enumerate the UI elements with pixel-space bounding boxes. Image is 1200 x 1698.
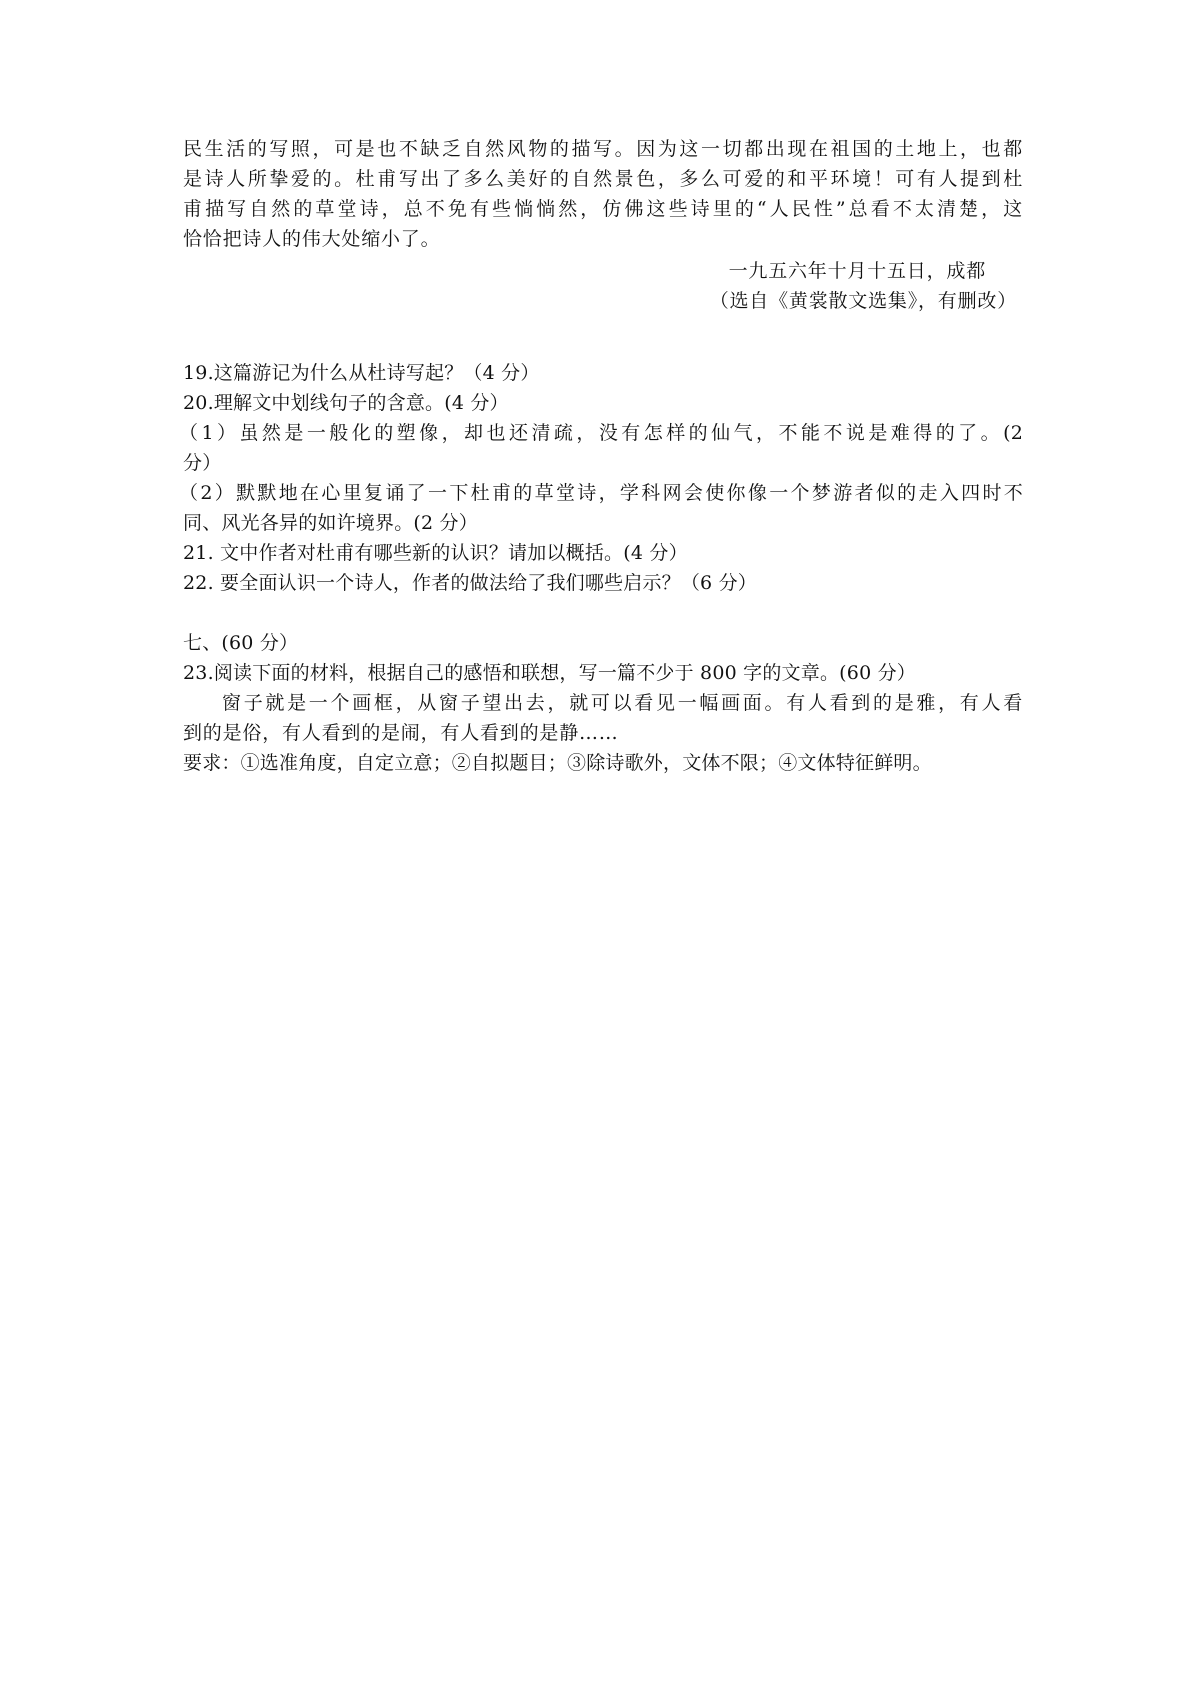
question-22: 22. 要全面认识一个诗人，作者的做法给了我们哪些启示？（6 分） [183,572,757,594]
question-23: 23.阅读下面的材料，根据自己的感悟和联想，写一篇不少于 800 字的文章。(60 分） [183,662,916,684]
question-20: 20.理解文中划线句子的含意。(4 分） [183,392,509,414]
passage-line-1: 民生活的写照，可是也不缺乏自然风物的描写。因为这一切都出现在祖国的土地上，也都 [183,138,1023,160]
passage-line-4: 恰恰把诗人的伟大处缩小了。 [183,228,441,250]
question-21: 21. 文中作者对杜甫有哪些新的认识？请加以概括。(4 分） [183,542,688,564]
question-20-1-line-1: （1）虽然是一般化的塑像，却也还清疏，没有怎样的仙气，不能不说是难得的了。(2 [179,422,1023,444]
material-line-2: 到的是俗，有人看到的是闹，有人看到的是静…… [183,722,619,744]
section-7-heading: 七、(60 分） [183,632,299,654]
question-19: 19.这篇游记为什么从杜诗写起？（4 分） [183,362,540,384]
passage-source: （选自《黄裳散文选集》，有删改） [709,290,1017,312]
question-20-2-line-1: （2）默默地在心里复诵了一下杜甫的草堂诗，学科网会使你像一个梦游者似的走入四时不 [179,482,1023,504]
passage-line-3: 甫描写自然的草堂诗，总不免有些惝惝然，仿佛这些诗里的“人民性”总看不太清楚，这 [183,198,1023,220]
passage-line-2: 是诗人所挚爱的。杜甫写出了多么美好的自然景色，多么可爱的和平环境！可有人提到杜 [183,168,1023,190]
question-20-2-line-2: 同、风光各异的如许境界。(2 分） [183,512,478,534]
requirements: 要求：①选准角度，自定立意；②自拟题目；③除诗歌外，文体不限；④文体特征鲜明。 [183,752,932,774]
passage-date-place: 一九五六年十月十五日，成都 [728,260,986,282]
material-line-1: 窗子就是一个画框，从窗子望出去，就可以看见一幅画面。有人看到的是雅，有人看 [222,692,1023,714]
question-20-1-line-2: 分） [183,452,222,474]
